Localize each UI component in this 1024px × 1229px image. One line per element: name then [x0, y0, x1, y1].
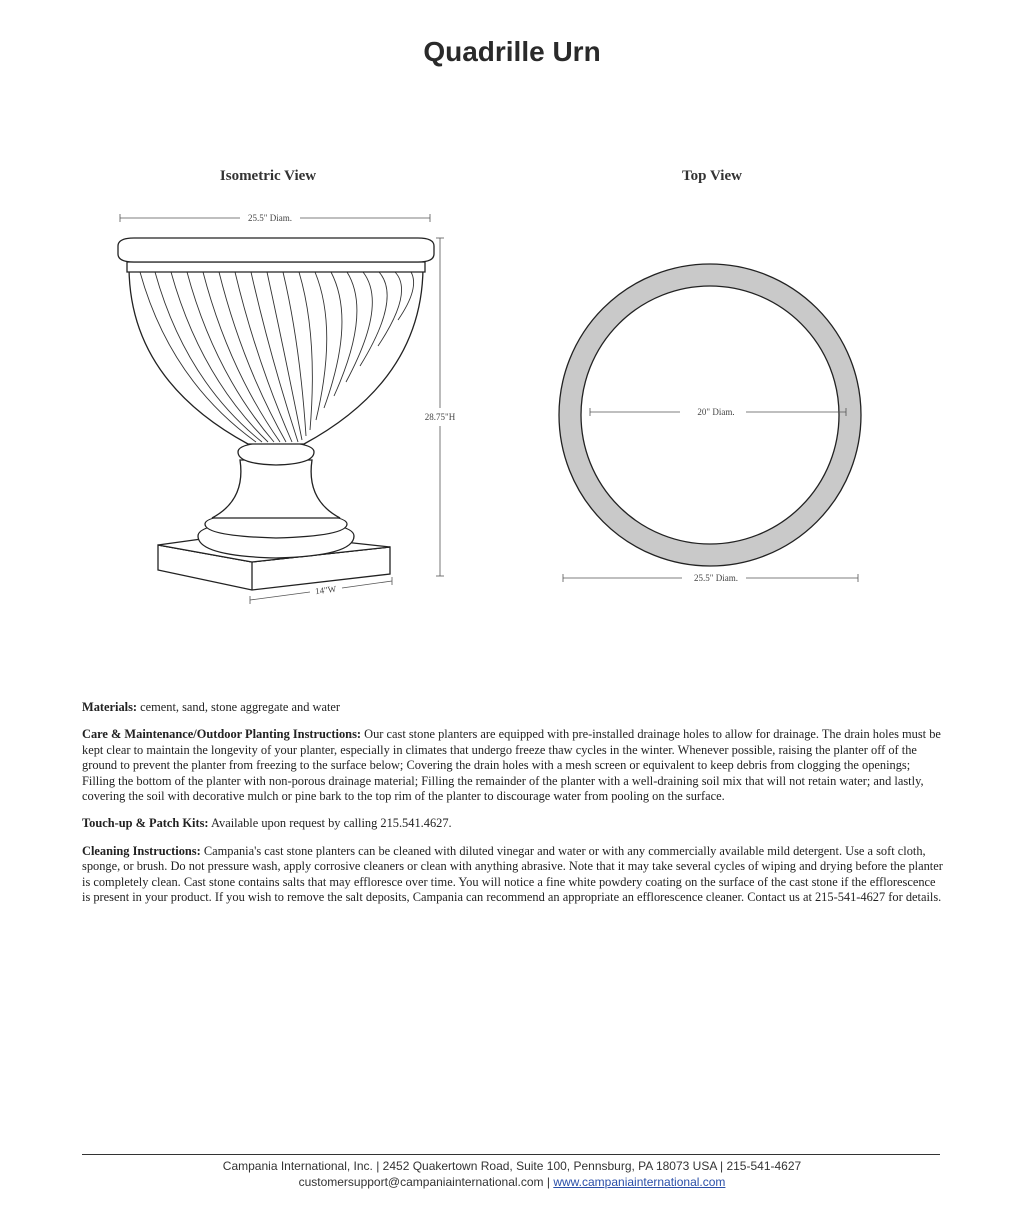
cleaning-paragraph [82, 844, 944, 906]
isometric-view-label: Isometric View [219, 168, 317, 184]
materials-text: cement, sand, stone aggregate and water [137, 700, 341, 714]
touchup-paragraph [82, 816, 944, 831]
touchup-text: Available upon request by calling 215.541.4627. [208, 816, 452, 831]
touchup-heading: Touch-up & Patch Kits: [82, 816, 209, 831]
iso-diameter-label: 25.5" Diam. [248, 213, 292, 223]
website-link[interactable]: www.campaniainternational.com [553, 1175, 726, 1189]
materials-heading: Materials: [82, 700, 138, 714]
footer-address: Campania International, Inc. | 2452 Quakertown Road, Suite 100, Pennsburg, PA 18073 USA | 215-541-4627 [222, 1159, 802, 1173]
footer-contact [0, 1174, 1024, 1190]
top-inner-diameter-label: 20" Diam. [697, 407, 735, 417]
iso-height-label: 28.75"H [424, 412, 456, 422]
product-info [82, 700, 944, 917]
footer-email: customersupport@campaniainternational.com [298, 1175, 544, 1189]
care-paragraph [82, 727, 944, 804]
page-title: Quadrille Urn [423, 36, 601, 67]
care-text: Our cast stone planters are equipped with pre-installed drainage holes to allow for drainage. The drain holes must be kept clear to maintain the longevity of your planter, especially in climates that undergo freeze thaw cycles in the winter. Whenever possible, raising the planter off of the ground to prevent the planter from freezing to the surface below; Covering the drain holes with a mesh screen or equivalent to keep debris from clogging the openings; Filling the bottom of the planter with non-porous drainage material; Filling the remainder of the planter with a well-draining soil mix that will not retain water; and lastly, covering the soil with decorative mulch or pine bark to the top rim of the planter to discourage water from pooling on the surface. [82, 727, 941, 804]
footer-separator: | [543, 1175, 554, 1189]
iso-width-label: 14"W [314, 583, 337, 597]
cleaning-heading: Cleaning Instructions: [82, 843, 201, 858]
top-view-label: Top View [682, 168, 742, 184]
care-heading: Care & Maintenance/Outdoor Planting Instructions: [82, 727, 362, 742]
urn-rim [118, 238, 434, 262]
materials-paragraph [82, 700, 944, 715]
footer-divider [82, 1154, 940, 1155]
top-outer-diameter-label: 25.5" Diam. [694, 573, 738, 583]
isometric-urn-drawing [118, 238, 434, 590]
footer [0, 1158, 1024, 1190]
cleaning-text: Campania's cast stone planters can be cleaned with diluted vinegar and water or with any commercially available mild detergent. Use a soft cloth, sponge, or brush. Do not pressure wash, apply corrosive cleaners or clean with anything abrasive. Note that it may take several cycles of wiping and drying before the planter is completely clean. Cast stone contains salts that may effloresce over time. You will notice a fine white powdery coating on the surface of the cast stone if the efflorescence is present in your product. If you wish to remove the salt deposits, Campania can recommend an appropriate an efflorescence cleaner. Contact us at 215-541-4627 for details. [82, 843, 943, 905]
urn-bowl [129, 268, 423, 444]
